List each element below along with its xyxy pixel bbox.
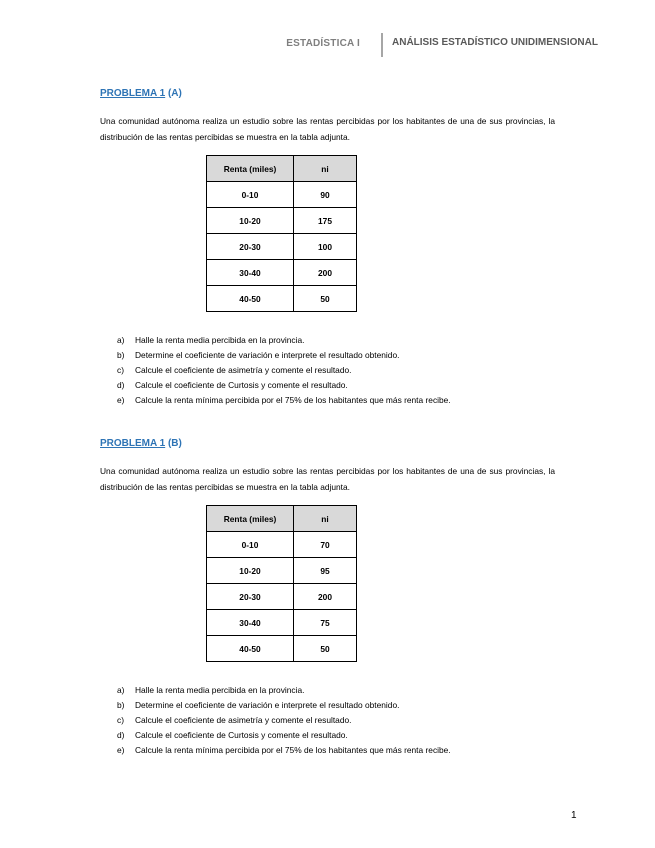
task-text: Calcule el coeficiente de asimetría y comente el resultado. — [135, 365, 352, 375]
table-header-row — [207, 506, 357, 532]
list-item — [117, 743, 560, 758]
task-text: Halle la renta media percibida en la provincia. — [135, 335, 305, 345]
task-list — [117, 333, 560, 408]
cell-ni: 100 — [294, 234, 357, 260]
problem-title-suffix: (A) — [165, 88, 182, 99]
task-marker: a) — [117, 685, 125, 695]
cell-renta: 10-20 — [207, 208, 294, 234]
table-row — [207, 532, 357, 558]
problem-b — [100, 437, 560, 758]
cell-ni: 50 — [294, 636, 357, 662]
cell-ni: 75 — [294, 610, 357, 636]
task-text: Calcule el coeficiente de Curtosis y comente el resultado. — [135, 730, 348, 740]
cell-ni: 90 — [294, 182, 357, 208]
header-topic: ANÁLISIS ESTADÍSTICO UNIDIMENSIONAL — [392, 37, 598, 48]
problem-statement: Una comunidad autónoma realiza un estudio sobre las rentas percibidas por los habitantes de una de sus provincias, la distribución de las rentas percibidas se muestra en la tabla adjunta. — [100, 116, 555, 142]
task-text: Determine el coeficiente de variación e interprete el resultado obtenido. — [135, 700, 400, 710]
cell-ni: 95 — [294, 558, 357, 584]
table-row — [207, 584, 357, 610]
cell-renta: 20-30 — [207, 584, 294, 610]
table-row — [207, 234, 357, 260]
list-item — [117, 348, 560, 363]
header-divider — [381, 33, 383, 57]
table-row — [207, 558, 357, 584]
cell-ni: 200 — [294, 260, 357, 286]
cell-ni: 200 — [294, 584, 357, 610]
task-text: Calcule el coeficiente de asimetría y comente el resultado. — [135, 715, 352, 725]
task-marker: e) — [117, 395, 125, 405]
task-text: Calcule el coeficiente de Curtosis y comente el resultado. — [135, 380, 348, 390]
list-item — [117, 728, 560, 743]
table-row — [207, 610, 357, 636]
task-marker: d) — [117, 730, 125, 740]
list-item — [117, 698, 560, 713]
task-text: Determine el coeficiente de variación e interprete el resultado obtenido. — [135, 350, 400, 360]
task-marker: b) — [117, 350, 125, 360]
column-header-renta: Renta (miles) — [207, 156, 294, 182]
column-header-ni: ni — [294, 156, 357, 182]
cell-renta: 40-50 — [207, 286, 294, 312]
page-header — [0, 33, 655, 57]
cell-renta: 0-10 — [207, 532, 294, 558]
problem-title-suffix: (B) — [165, 438, 182, 449]
list-item — [117, 683, 560, 698]
problem-title-link[interactable]: PROBLEMA 1 — [100, 88, 166, 99]
task-marker: e) — [117, 745, 125, 755]
task-marker: b) — [117, 700, 125, 710]
table-row — [207, 208, 357, 234]
problem-a — [100, 87, 560, 408]
task-text: Calcule la renta mínima percibida por el 75% de los habitantes que más renta recibe. — [135, 395, 451, 405]
task-marker: a) — [117, 335, 125, 345]
problem-title — [100, 437, 560, 451]
cell-ni: 175 — [294, 208, 357, 234]
table-row — [207, 182, 357, 208]
list-item — [117, 378, 560, 393]
task-marker: c) — [117, 715, 124, 725]
task-marker: c) — [117, 365, 124, 375]
table-header-row — [207, 156, 357, 182]
problem-title-link[interactable]: PROBLEMA 1 — [100, 438, 166, 449]
cell-ni: 70 — [294, 532, 357, 558]
task-text: Calcule la renta mínima percibida por el 75% de los habitantes que más renta recibe. — [135, 745, 451, 755]
task-text: Halle la renta media percibida en la provincia. — [135, 685, 305, 695]
table-row — [207, 260, 357, 286]
income-table — [206, 155, 357, 312]
list-item — [117, 713, 560, 728]
column-header-renta: Renta (miles) — [207, 506, 294, 532]
header-course: ESTADÍSTICA I — [286, 38, 360, 49]
cell-renta: 20-30 — [207, 234, 294, 260]
cell-renta: 0-10 — [207, 182, 294, 208]
page-number: 1 — [571, 810, 577, 821]
problem-statement: Una comunidad autónoma realiza un estudio sobre las rentas percibidas por los habitantes de una de sus provincias, la distribución de las rentas percibidas se muestra en la tabla adjunta. — [100, 466, 555, 492]
list-item — [117, 393, 560, 408]
cell-renta: 30-40 — [207, 260, 294, 286]
column-header-ni: ni — [294, 506, 357, 532]
income-table — [206, 505, 357, 662]
table-row — [207, 636, 357, 662]
problem-title — [100, 87, 560, 101]
cell-renta: 40-50 — [207, 636, 294, 662]
list-item — [117, 333, 560, 348]
cell-renta: 10-20 — [207, 558, 294, 584]
list-item — [117, 363, 560, 378]
cell-renta: 30-40 — [207, 610, 294, 636]
task-list — [117, 683, 560, 758]
task-marker: d) — [117, 380, 125, 390]
table-row — [207, 286, 357, 312]
cell-ni: 50 — [294, 286, 357, 312]
